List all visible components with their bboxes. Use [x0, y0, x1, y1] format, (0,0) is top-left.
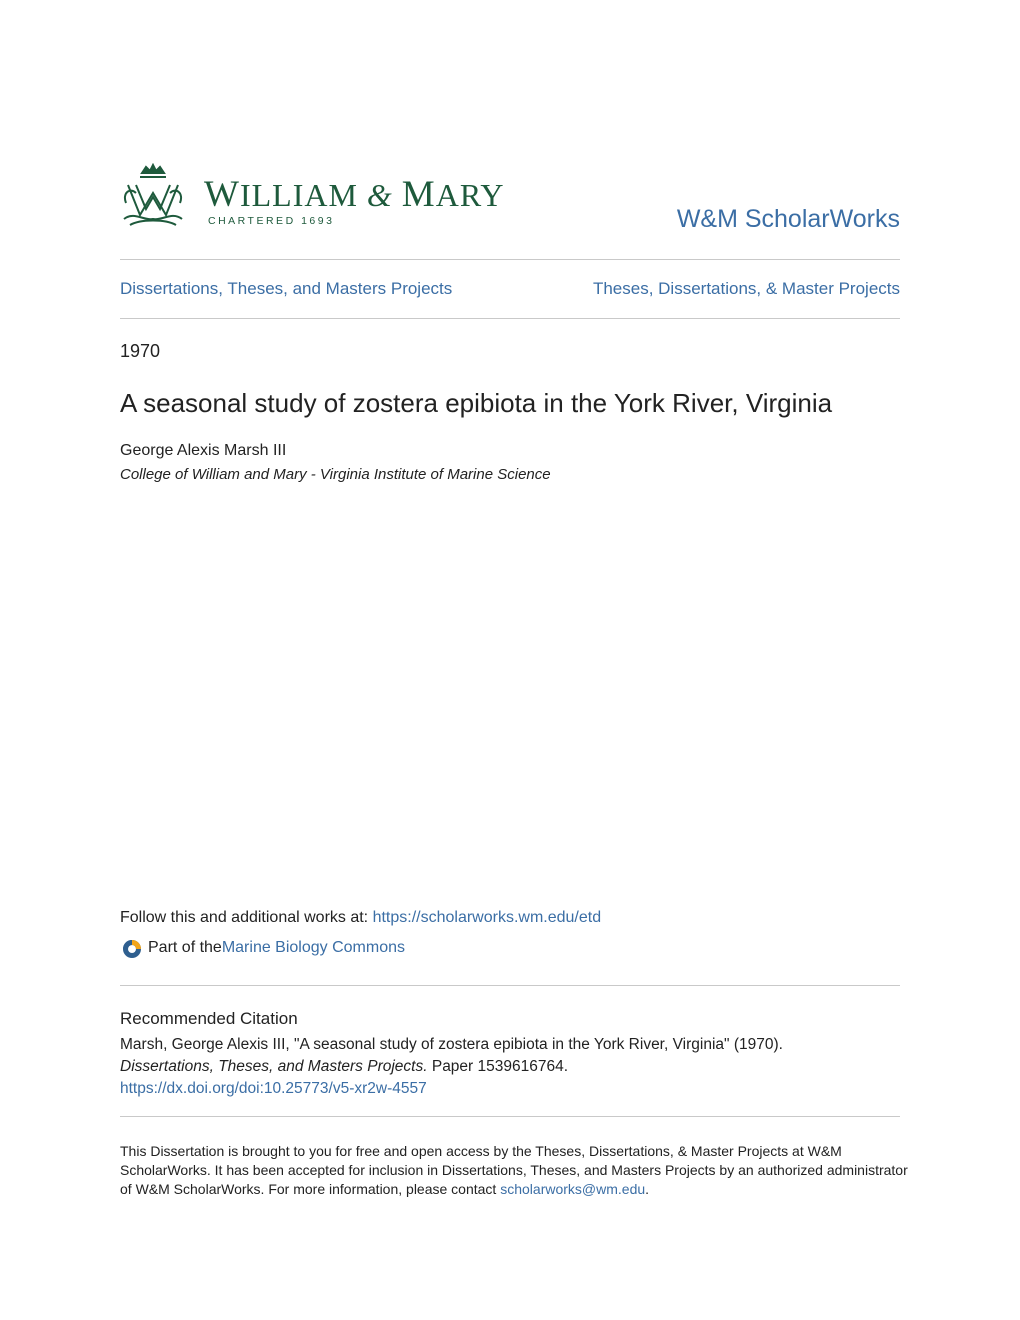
logo-wordmark: WILLIAM & MARY	[204, 174, 505, 215]
follow-line	[120, 909, 601, 927]
divider	[120, 1116, 900, 1117]
citation-block	[120, 1034, 900, 1100]
contact-email-link[interactable]: scholarworks@wm.edu	[500, 1181, 646, 1197]
document-title: A seasonal study of zostera epibiota in the York River, Virginia	[120, 388, 833, 418]
collection-link-theses[interactable]: Theses, Dissertations, & Master Projects	[592, 279, 900, 298]
citation-line: Marsh, George Alexis III, "A seasonal study of zostera epibiota in the York River, Virginia" (1970).	[120, 1036, 783, 1053]
divider	[120, 318, 900, 319]
author-affiliation: College of William and Mary - Virginia Institute of Marine Science	[120, 466, 551, 483]
collection-link-dissertations[interactable]: Dissertations, Theses, and Masters Projects	[120, 279, 453, 298]
publication-year: 1970	[120, 341, 161, 361]
footer-notice	[120, 1142, 910, 1199]
citation-paper: Paper 1539616764.	[427, 1058, 569, 1075]
citation-series: Dissertations, Theses, and Masters Projects.	[120, 1058, 428, 1075]
logo-chartered: CHARTERED 1693	[208, 215, 335, 227]
divider	[120, 259, 900, 260]
author-name: George Alexis Marsh III	[120, 442, 287, 459]
citation-heading: Recommended Citation	[120, 1009, 298, 1028]
part-of-text: Part of the	[148, 939, 222, 956]
crest-icon	[120, 163, 186, 229]
part-of-line	[120, 936, 405, 960]
bepress-commons-icon	[120, 936, 144, 960]
follow-text: Follow this and additional works at:	[120, 909, 373, 926]
footer-end: .	[645, 1181, 650, 1197]
william-mary-logo[interactable]	[120, 163, 505, 231]
marine-biology-commons-link[interactable]: Marine Biology Commons	[221, 939, 406, 956]
footer-text: This Dissertation is brought to you for free and open access by the Theses, Dissertations, & Master Projects at W&M ScholarWorks. It has been accepted for inclusion in Dissertations, Theses, and Masters Projects by an authorized administrator of W&M ScholarWorks. For more information, please contact	[120, 1143, 908, 1197]
divider	[120, 985, 900, 986]
etd-link[interactable]: https://scholarworks.wm.edu/etd	[372, 909, 602, 926]
scholarworks-link[interactable]: W&M ScholarWorks	[676, 205, 900, 233]
doi-link[interactable]: https://dx.doi.org/doi:10.25773/v5-xr2w-4557	[120, 1080, 427, 1097]
